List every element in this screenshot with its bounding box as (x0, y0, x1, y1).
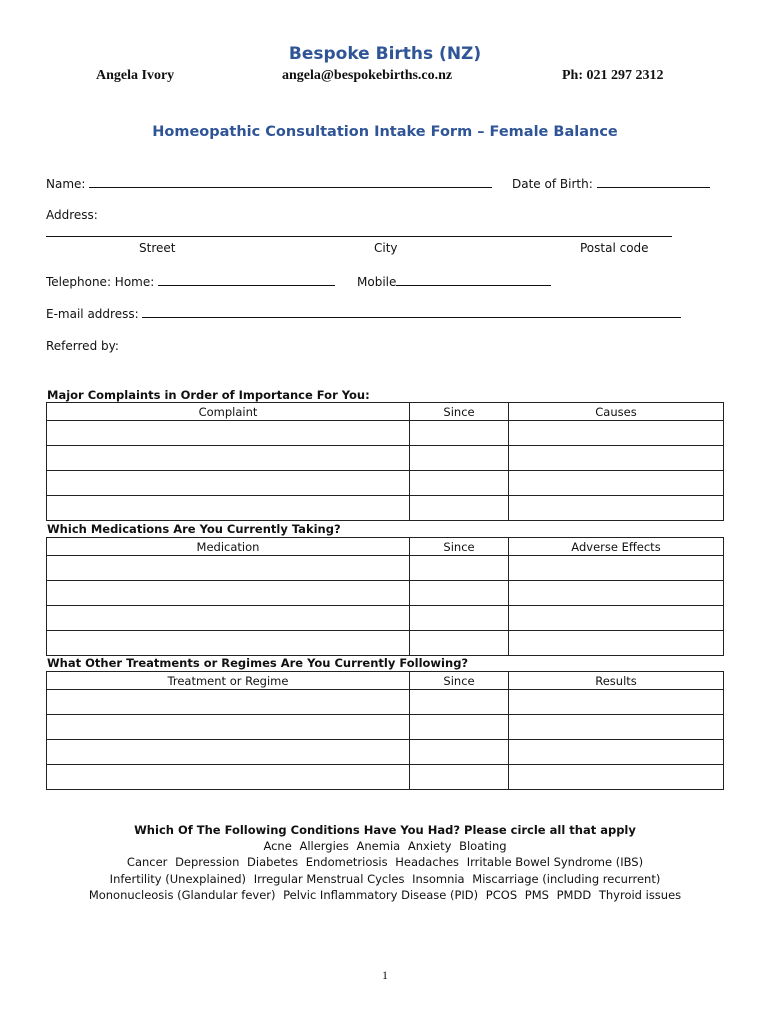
table-cell[interactable] (410, 581, 509, 606)
dob-label: Date of Birth: (512, 177, 593, 191)
table-cell[interactable] (47, 765, 410, 790)
conditions-line-2 (0, 855, 770, 869)
postal-code-label: Postal code (580, 241, 649, 255)
column-header: Since (410, 538, 509, 556)
practitioner-phone: Ph: 021 297 2312 (562, 68, 664, 83)
complaints-title: Major Complaints in Order of Importance For You: (47, 388, 370, 402)
table-cell[interactable] (410, 556, 509, 581)
condition-option[interactable]: Infertility (Unexplained) (109, 872, 247, 886)
condition-option[interactable]: PCOS (485, 888, 518, 902)
table-cell[interactable] (410, 631, 509, 656)
table-cell[interactable] (47, 606, 410, 631)
name-label: Name: (46, 177, 86, 191)
city-label: City (374, 241, 398, 255)
condition-option[interactable]: Miscarriage (including recurrent) (472, 872, 661, 886)
name-row (46, 175, 492, 191)
complaints-table (46, 402, 724, 521)
table-header-row (47, 538, 724, 556)
conditions-line-3 (0, 872, 770, 886)
brand-title: Bespoke Births (NZ) (288, 44, 482, 64)
dob-row (512, 175, 710, 191)
mobile-row (357, 273, 551, 289)
mobile-label: Mobile (357, 275, 397, 289)
table-cell[interactable] (410, 446, 509, 471)
condition-option[interactable]: Anemia (356, 839, 401, 853)
table-row (47, 496, 724, 521)
practitioner-name: Angela Ivory (96, 68, 175, 83)
medications-title: Which Medications Are You Currently Taking? (47, 522, 341, 536)
conditions-line-1 (0, 839, 770, 853)
form-title: Homeopathic Consultation Intake Form – Female Balance (152, 124, 618, 140)
table-cell[interactable] (509, 446, 724, 471)
table-header-row (47, 403, 724, 421)
email-field[interactable] (142, 305, 681, 318)
practitioner-email[interactable]: angela@bespokebirths.co.nz (282, 68, 453, 83)
table-row (47, 421, 724, 446)
condition-option[interactable]: Anxiety (407, 839, 452, 853)
telephone-home-label: Telephone: Home: (46, 275, 155, 289)
conditions-title: Which Of The Following Conditions Have You Had? Please circle all that apply (134, 823, 636, 837)
table-row (47, 715, 724, 740)
table-cell[interactable] (47, 690, 410, 715)
table-row (47, 471, 724, 496)
treatments-table (46, 671, 724, 790)
condition-option[interactable]: Pelvic Inflammatory Disease (PID) (283, 888, 479, 902)
table-cell[interactable] (509, 740, 724, 765)
condition-option[interactable]: Headaches (395, 855, 460, 869)
condition-option[interactable]: Allergies (299, 839, 349, 853)
table-cell[interactable] (410, 421, 509, 446)
condition-option[interactable]: Diabetes (247, 855, 299, 869)
table-row (47, 581, 724, 606)
column-header: Since (410, 403, 509, 421)
table-row (47, 606, 724, 631)
column-header: Adverse Effects (509, 538, 724, 556)
column-header: Causes (509, 403, 724, 421)
mobile-field[interactable] (396, 273, 551, 286)
condition-option[interactable]: Depression (175, 855, 240, 869)
table-cell[interactable] (47, 446, 410, 471)
address-field[interactable] (46, 236, 672, 237)
medications-table (46, 537, 724, 656)
telephone-row (46, 273, 335, 289)
table-cell[interactable] (47, 471, 410, 496)
condition-option[interactable]: Bloating (459, 839, 507, 853)
table-row (47, 556, 724, 581)
telephone-home-field[interactable] (158, 273, 335, 286)
column-header: Treatment or Regime (47, 672, 410, 690)
table-cell[interactable] (509, 581, 724, 606)
table-cell[interactable] (47, 631, 410, 656)
table-row (47, 765, 724, 790)
table-cell[interactable] (509, 715, 724, 740)
table-cell[interactable] (47, 496, 410, 521)
page-number: 1 (382, 968, 388, 982)
condition-option[interactable]: Thyroid issues (598, 888, 682, 902)
dob-field[interactable] (597, 175, 710, 188)
condition-option[interactable]: Cancer (126, 855, 168, 869)
address-label: Address: (46, 208, 98, 222)
table-cell[interactable] (47, 581, 410, 606)
column-header: Since (410, 672, 509, 690)
table-cell[interactable] (509, 765, 724, 790)
condition-option[interactable]: Irregular Menstrual Cycles (253, 872, 405, 886)
table-row (47, 446, 724, 471)
table-cell[interactable] (47, 556, 410, 581)
table-cell[interactable] (47, 715, 410, 740)
condition-option[interactable]: PMS (524, 888, 549, 902)
table-cell[interactable] (509, 471, 724, 496)
column-header: Complaint (47, 403, 410, 421)
name-field[interactable] (89, 175, 492, 188)
condition-option[interactable]: Acne (263, 839, 292, 853)
email-row (46, 305, 681, 321)
table-row (47, 631, 724, 656)
table-cell[interactable] (47, 740, 410, 765)
table-cell[interactable] (410, 765, 509, 790)
table-cell[interactable] (509, 556, 724, 581)
treatments-title: What Other Treatments or Regimes Are You Currently Following? (47, 656, 469, 670)
condition-option[interactable]: PMDD (556, 888, 592, 902)
table-cell[interactable] (410, 715, 509, 740)
table-cell[interactable] (509, 690, 724, 715)
table-cell[interactable] (410, 606, 509, 631)
condition-option[interactable]: Irritable Bowel Syndrome (IBS) (466, 855, 644, 869)
table-cell[interactable] (410, 496, 509, 521)
conditions-line-4 (0, 888, 770, 902)
table-row (47, 690, 724, 715)
condition-option[interactable]: Insomnia (412, 872, 465, 886)
referred-by-label: Referred by: (46, 339, 119, 353)
table-cell[interactable] (410, 471, 509, 496)
table-cell[interactable] (509, 421, 724, 446)
table-cell[interactable] (47, 421, 410, 446)
column-header: Medication (47, 538, 410, 556)
table-cell[interactable] (410, 690, 509, 715)
condition-option[interactable]: Endometriosis (305, 855, 388, 869)
table-row (47, 740, 724, 765)
table-cell[interactable] (509, 496, 724, 521)
email-label: E-mail address: (46, 307, 139, 321)
table-header-row (47, 672, 724, 690)
column-header: Results (509, 672, 724, 690)
table-cell[interactable] (509, 606, 724, 631)
table-cell[interactable] (509, 631, 724, 656)
condition-option[interactable]: Mononucleosis (Glandular fever) (88, 888, 276, 902)
street-label: Street (139, 241, 176, 255)
table-cell[interactable] (410, 740, 509, 765)
